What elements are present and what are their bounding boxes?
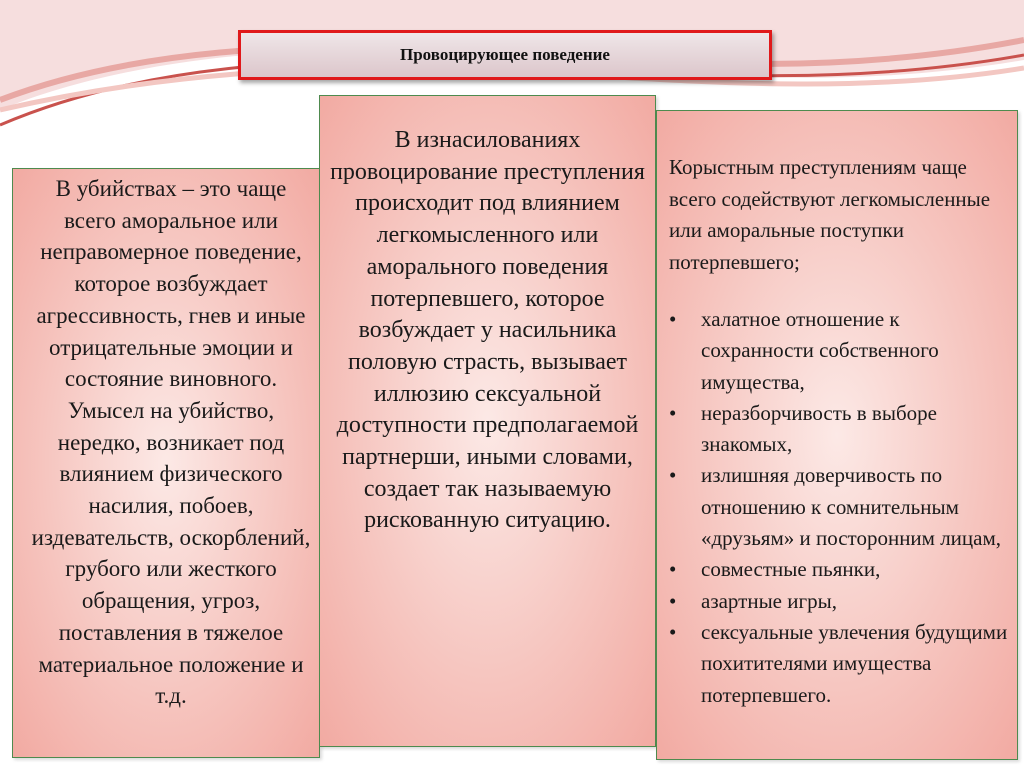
list-item [669,617,1011,711]
list-item [669,398,1011,461]
list-item [669,586,1011,617]
bullet: • [669,463,677,488]
right-panel-list [669,304,1011,711]
left-panel [12,168,320,758]
right-panel-intro: Корыстным преступлениям чаще всего содействуют легкомысленные или аморальные поступки потерпевшего; [669,155,991,274]
bullet: • [669,619,677,644]
bullet: • [669,588,677,613]
list-item-text: халатное отношение к сохранности собственного имущества, [701,307,939,394]
list-item-text: азартные игры, [701,588,837,613]
bullet: • [669,557,677,582]
list-item-text: сексуальные увлечения будущими похитителями имущества потерпевшего. [701,619,1008,707]
list-item-text: излишняя доверчивость по отношению к сомнительным «друзьям» и посторонним лицам, [701,463,1002,551]
title: Провоцирующее поведение [400,45,610,64]
bullet: • [669,400,677,425]
right-panel [656,110,1018,760]
left-panel-text: В убийствах – это чаще всего аморальное или неправомерное поведение, которое возбуждает агрессивность, гнев и иные отрицательные эмоции и состояние виновного. Умысел на убийство, нередко, возникает под влиянием физического насилия, побоев, издевательств, оскорблений, грубого или жесткого обращения, угроз, поставления в тяжелое материальное положение и т.д. [31,176,311,709]
list-item [669,460,1011,554]
list-item-text: совместные пьянки, [701,557,881,582]
middle-panel-text: В изнасилованиях провоцирование преступления происходит под влиянием легкомысленного или аморального поведения потерпевшего, которое возбуждает у насильника половую страсть, вызывает иллюзию сексуальной доступности предполагаемой партнерши, иными словами, создает так называемую рискованную ситуацию. [330,127,645,534]
middle-panel [319,95,656,747]
title-box [238,30,772,80]
bullet: • [669,307,677,331]
list-item [669,554,1011,585]
list-item-text: неразборчивость в выборе знакомых, [701,400,937,457]
list-item [669,304,1011,398]
